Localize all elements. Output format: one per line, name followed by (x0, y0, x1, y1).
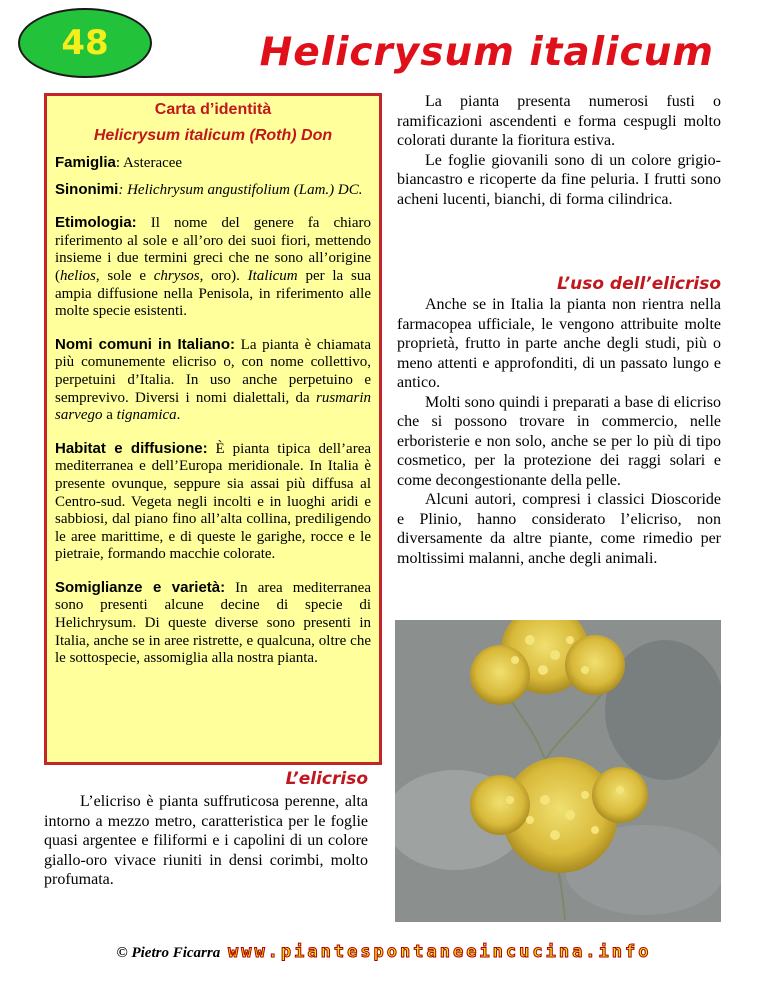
section-elicriso-heading: L’elicriso (285, 769, 368, 789)
habitat-label: Habitat e diffusione: (55, 439, 208, 457)
nomi-text: a (102, 407, 117, 424)
habitat-row (55, 440, 371, 564)
etimologia-text: per la sua ampia diffusione nella Penisola, in riferimento alle molte specie esistenti. (55, 267, 371, 320)
etimologia-text: , oro). (199, 267, 248, 284)
paragraph: La pianta presenta numerosi fusti o ramificazioni ascendenti e forma cespugli molto colorati durante la fioritura estiva. (397, 93, 721, 149)
sinonimi-label: Sinonimi (55, 180, 119, 198)
paragraph: Molti sono quindi i preparati a base di elicriso che si possono trovare in commercio, nelle erboristerie e non solo, anche se per lo più di tipo cosmetico, per la protezione dei raggi solari e come decongestionante della pelle. (397, 393, 721, 489)
etimologia-row (55, 214, 371, 321)
nomi-text: . (176, 407, 181, 424)
section-uso-body (397, 295, 721, 568)
famiglia-value: : Asteracee (115, 155, 183, 171)
plant-photo-illustration (395, 620, 721, 922)
page-number: 48 (61, 23, 109, 63)
plant-photo (395, 620, 721, 922)
identity-heading: Carta d’identità (154, 101, 272, 118)
species-name: Helicrysum italicum (Roth) Don (93, 127, 333, 144)
somiglianze-label: Somiglianze e varietà: (55, 578, 226, 596)
paragraph: Alcuni autori, compresi i classici Dioscoride e Plinio, hanno considerato l’elicriso, non diversamente da altre piante, come rimedio per moltissimi malanni, anche degli animali. (397, 491, 721, 567)
paragraph: L’elicriso è pianta suffruticosa perenne, alta intorno a mezzo metro, caratteristica per le foglie quasi argentee e filiformi e i capolini di un colore giallo-oro vivace riuniti in densi corimbi, molto profumata. (44, 793, 368, 888)
nomi-tignamica: tignamica (116, 407, 177, 424)
etimologia-helios: helios (60, 267, 96, 284)
nomi-row (55, 336, 371, 425)
sinonimi-value: : Helichrysum angustifolium (Lam.) DC. (118, 181, 363, 198)
description-column (397, 92, 721, 209)
section-elicriso (44, 769, 368, 789)
etimologia-chrysos: chrysos (153, 267, 200, 284)
section-uso-heading: L’uso dell’elicriso (557, 274, 721, 294)
etimologia-text: , sole e (95, 267, 154, 284)
somiglianze-row (55, 579, 371, 668)
famiglia-row (55, 154, 371, 173)
page-title: Helicrysum italicum (259, 30, 714, 75)
footer (0, 942, 768, 962)
footer-site-link[interactable]: www.piantespontaneeincucina.info (227, 942, 652, 962)
paragraph: Anche se in Italia la pianta non rientra nella farmacopea ufficiale, le vengono attribuite molte proprietà, frutto in parte anche degli studi, più o meno attenti e approfonditi, di un passato lungo e antico. (397, 296, 721, 391)
famiglia-label: Famiglia (55, 154, 116, 171)
etimologia-label: Etimologia: (55, 214, 137, 232)
footer-author: © Pietro Ficarra (116, 945, 221, 961)
nomi-text: La pianta è chiamata più comunemente elicriso o, con nome collettivo, perpetuini d’Italia. In uso anche perpetuino e semprevivo. Diversi i nomi dialettali, da (55, 336, 371, 406)
page-number-badge (18, 8, 152, 78)
nomi-label: Nomi comuni in Italiano: (55, 335, 235, 353)
nomi-rusmarin: rusmarin sarvego (55, 389, 371, 424)
habitat-text: È pianta tipica dell’area mediterranea e dell’Europa meridionale. In Italia è presente ovunque, seppure sia assai più diffusa al Centro-sud. Vegeta negli incolti e in luoghi aridi e sabbiosi, dal piano fino all’alta collina, prediligendo le aree marittime, e di queste le garighe, rocce e le pietraie, formando macchie colorate. (55, 440, 372, 563)
sinonimi-row (55, 181, 371, 200)
paragraph: Le foglie giovanili sono di un colore grigio-biancastro e ricoperte da fine peluria. I frutti sono acheni lucenti, bianchi, di forma cilindrica. (397, 151, 721, 208)
somiglianze-text: In area mediterranea sono presenti alcune decine di specie di Helichrysum. Di queste diverse sono presenti in Italia, anche se in aree ristrette, e qualcuna, oltre che le sottospecie, assomiglia alla nostra pianta. (55, 579, 371, 667)
etimologia-italicum: Italicum (247, 267, 298, 284)
identity-card (44, 93, 382, 765)
etimologia-text: Il nome del genere fa chiaro riferimento al sole e all’oro dei suoi fiori, mettendo insieme i due termini greci che ne sono all’origine ( (55, 215, 371, 284)
section-uso (397, 274, 721, 294)
section-elicriso-body (44, 792, 368, 890)
